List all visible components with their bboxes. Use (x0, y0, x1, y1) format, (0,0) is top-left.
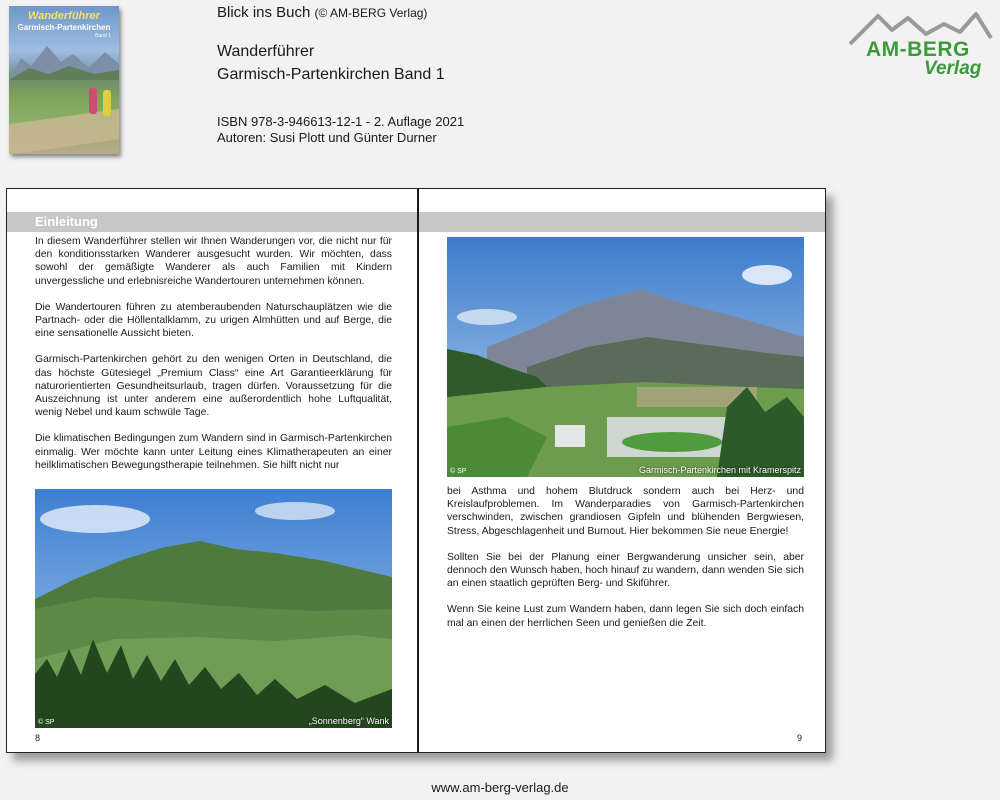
blick-label: Blick ins Buch (217, 4, 311, 21)
book-title-line1: Wanderführer (217, 43, 315, 60)
authors-line: Autoren: Susi Plott und Günter Durner (217, 130, 437, 145)
garmisch-kramerspitz-photo (447, 237, 804, 477)
photo-caption: „Sonnenberg“ Wank (308, 716, 389, 726)
logo-text-verlag: Verlag (924, 58, 982, 79)
publisher-note: (© AM-BERG Verlag) (314, 6, 428, 20)
page-number-left: 8 (35, 733, 41, 743)
paragraph: Sollten Sie bei der Planung einer Bergwanderung unsicher sein, aber dennoch den Wunsch haben, hoch hinauf zu wandern, dann wenden Sie sich an einen staatlich geprüften Berg- und Skiführer. (447, 551, 804, 590)
cover-mountains (9, 40, 119, 80)
cover-band: Band 1 (95, 33, 111, 39)
cover-hiker (103, 90, 111, 116)
cover-title: Wanderführer (28, 10, 100, 22)
publisher-url-link[interactable]: www.am-berg-verlag.de (431, 780, 569, 795)
book-spread (6, 188, 826, 753)
page-number-right: 9 (797, 733, 803, 743)
left-page (7, 189, 417, 752)
paragraph: In diesem Wanderführer stellen wir Ihnen Wanderungen vor, die nicht nur für den konditionsstarken Wanderer ausgesucht wurden. Wir möchten, dass sowohl der gemäßigte Wanderer als auch Familien mit Kindern unvergessliche und erlebnisreiche Wandertouren unternehmen können. (35, 236, 392, 287)
left-page-text (35, 235, 392, 485)
paragraph: Wenn Sie keine Lust zum Wandern haben, dann legen Sie sich doch einfach mal an einen der herrlichen Seen und genießen die Zeit. (447, 604, 804, 629)
paragraph: Garmisch-Partenkirchen gehört zu den wenigen Orten in Deutschland, die das höchste Gütesiegel „Premium Class“ eine Art Garantieerklärung für naturorientierten Gesundheitsurlaub, tragen dürfen. Voraussetzung für die Auszeichnung ist unter anderem eine außerordentlich hohe Luftqualität, wenig Nebel und kaum schwüle Tage. (35, 354, 392, 419)
photo-caption: Garmisch-Partenkirchen mit Kramerspitz (638, 465, 801, 475)
wank-mountain-photo (35, 489, 392, 728)
isbn-line: ISBN 978-3-946613-12-1 - 2. Auflage 2021 (217, 114, 465, 129)
book-title-line2: Garmisch-Partenkirchen Band 1 (217, 66, 445, 83)
paragraph: Die klimatischen Bedingungen zum Wandern sind in Garmisch-Partenkirchen einmalig. Wer möchte kann unter Leitung eines Klimatherapeuten an einer heilklimatischen Bewegungstherapie teilnehmen. Sie hilft nicht nur (35, 433, 392, 471)
cover-hiker (89, 88, 97, 114)
logo-text-am-berg: AM-BERG (866, 38, 970, 61)
cover-subtitle: Garmisch-Partenkirchen (17, 23, 111, 32)
right-page-text (447, 485, 804, 643)
section-title: Einleitung (35, 214, 98, 229)
book-cover-image (9, 6, 119, 154)
paragraph: Die Wandertouren führen zu atemberaubenden Naturschauplätzen wie die Partnach- oder die Höllentalklamm, zu urigen Almhütten und auf Berge, die eine sensationelle Aussicht bieten. (35, 301, 392, 340)
photo-credit: © SP (38, 719, 55, 726)
photo-credit: © SP (450, 468, 467, 475)
right-page (419, 189, 825, 752)
blick-ins-buch-heading (217, 4, 427, 21)
paragraph: bei Asthma und hohem Blutdruck sondern auch bei Herz- und Kreislaufproblemen. Im Wanderparadies von Garmisch-Partenkirchen verschwinden, zwischen grandiosen Gipfeln und blühenden Bergwiesen, Stress, Abgeschlagenheit und Burnout. Hier bekommen Sie neue Energie! (447, 486, 804, 537)
